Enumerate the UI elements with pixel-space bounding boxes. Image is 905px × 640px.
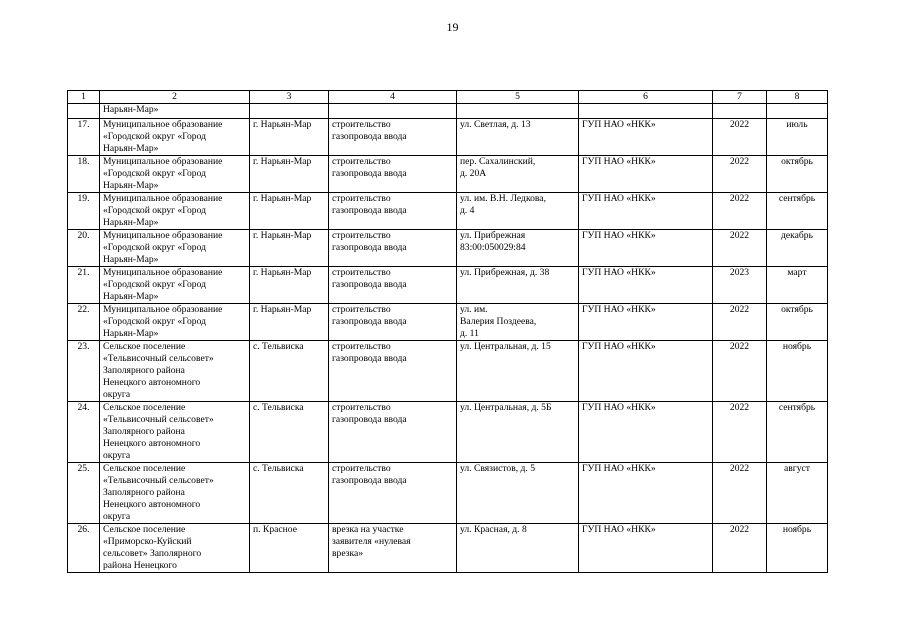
- settlement-cell: с. Тельвиска: [250, 341, 329, 402]
- table-row: [68, 402, 828, 463]
- month-cell: март: [767, 267, 828, 304]
- header-cell: 6: [579, 91, 713, 104]
- year-cell: 2022: [713, 193, 767, 230]
- row-number-cell: 19.: [68, 193, 100, 230]
- month-cell: [767, 104, 828, 119]
- month-cell: август: [767, 463, 828, 524]
- address-cell: ул. им. Валерия Поздеева, д. 11: [457, 304, 579, 341]
- header-cell: 3: [250, 91, 329, 104]
- municipality-cell: Муниципальное образование «Городской округ «Город Нарьян-Мар»: [100, 267, 250, 304]
- header-cell: 1: [68, 91, 100, 104]
- contractor-cell: ГУП НАО «НКК»: [579, 119, 713, 156]
- header-cell: 7: [713, 91, 767, 104]
- month-cell: сентябрь: [767, 402, 828, 463]
- header-cell: 2: [100, 91, 250, 104]
- settlement-cell: г. Нарьян-Мар: [250, 230, 329, 267]
- header-cell: 4: [329, 91, 457, 104]
- year-cell: 2022: [713, 304, 767, 341]
- work-type-cell: строительство газопровода ввода: [329, 402, 457, 463]
- work-type-cell: строительство газопровода ввода: [329, 304, 457, 341]
- work-type-cell: строительство газопровода ввода: [329, 341, 457, 402]
- year-cell: 2022: [713, 156, 767, 193]
- address-cell: ул. Центральная, д. 5Б: [457, 402, 579, 463]
- settlement-cell: с. Тельвиска: [250, 402, 329, 463]
- year-cell: 2022: [713, 463, 767, 524]
- month-cell: сентябрь: [767, 193, 828, 230]
- table-row: [68, 193, 828, 230]
- work-type-cell: строительство газопровода ввода: [329, 156, 457, 193]
- year-cell: 2023: [713, 267, 767, 304]
- year-cell: 2022: [713, 230, 767, 267]
- table-row: [68, 156, 828, 193]
- year-cell: 2022: [713, 402, 767, 463]
- page-number: 19: [446, 20, 459, 34]
- month-cell: июль: [767, 119, 828, 156]
- year-cell: [713, 104, 767, 119]
- header-row: [68, 91, 828, 104]
- settlement-cell: г. Нарьян-Мар: [250, 267, 329, 304]
- data-table: [67, 90, 828, 573]
- table-row: [68, 119, 828, 156]
- settlement-cell: г. Нарьян-Мар: [250, 119, 329, 156]
- table-row: [68, 463, 828, 524]
- header-cell: 5: [457, 91, 579, 104]
- continuation-row: [68, 104, 828, 119]
- municipality-cell: Муниципальное образование «Городской округ «Город Нарьян-Мар»: [100, 156, 250, 193]
- address-cell: ул. Светлая, д. 13: [457, 119, 579, 156]
- contractor-cell: ГУП НАО «НКК»: [579, 193, 713, 230]
- address-cell: ул. Прибрежная 83:00:050029:84: [457, 230, 579, 267]
- work-type-cell: строительство газопровода ввода: [329, 463, 457, 524]
- header-cell: 8: [767, 91, 828, 104]
- address-cell: ул. Связистов, д. 5: [457, 463, 579, 524]
- row-number-cell: 22.: [68, 304, 100, 341]
- month-cell: октябрь: [767, 304, 828, 341]
- municipality-cell: Сельское поселение «Тельвисочный сельсовет» Заполярного района Ненецкого автономного округа: [100, 402, 250, 463]
- municipality-cell: Сельское поселение «Тельвисочный сельсовет» Заполярного района Ненецкого автономного округа: [100, 463, 250, 524]
- table-row: [68, 304, 828, 341]
- address-cell: ул. им. В.Н. Ледкова, д. 4: [457, 193, 579, 230]
- municipality-cell: Сельское поселение «Приморско-Куйский сельсовет» Заполярного района Ненецкого: [100, 524, 250, 573]
- contractor-cell: ГУП НАО «НКК»: [579, 463, 713, 524]
- municipality-cell: Муниципальное образование «Городской округ «Город Нарьян-Мар»: [100, 119, 250, 156]
- municipality-cell: Муниципальное образование «Городской округ «Город Нарьян-Мар»: [100, 193, 250, 230]
- row-number-cell: 21.: [68, 267, 100, 304]
- row-number-cell: 25.: [68, 463, 100, 524]
- municipality-cell: Муниципальное образование «Городской округ «Город Нарьян-Мар»: [100, 230, 250, 267]
- address-cell: ул. Прибрежная, д. 38: [457, 267, 579, 304]
- settlement-cell: с. Тельвиска: [250, 463, 329, 524]
- contractor-cell: [579, 104, 713, 119]
- row-number-cell: 18.: [68, 156, 100, 193]
- municipality-cell: Нарьян-Мар»: [100, 104, 250, 119]
- address-cell: ул. Красная, д. 8: [457, 524, 579, 573]
- month-cell: декабрь: [767, 230, 828, 267]
- year-cell: 2022: [713, 119, 767, 156]
- row-number-cell: 26.: [68, 524, 100, 573]
- work-type-cell: строительство газопровода ввода: [329, 267, 457, 304]
- contractor-cell: ГУП НАО «НКК»: [579, 402, 713, 463]
- settlement-cell: г. Нарьян-Мар: [250, 156, 329, 193]
- row-number-cell: 17.: [68, 119, 100, 156]
- settlement-cell: п. Красное: [250, 524, 329, 573]
- address-cell: [457, 104, 579, 119]
- contractor-cell: ГУП НАО «НКК»: [579, 156, 713, 193]
- address-cell: пер. Сахалинский, д. 20А: [457, 156, 579, 193]
- row-number-cell: 24.: [68, 402, 100, 463]
- work-type-cell: врезка на участке заявителя «нулевая врезка»: [329, 524, 457, 573]
- work-type-cell: [329, 104, 457, 119]
- contractor-cell: ГУП НАО «НКК»: [579, 230, 713, 267]
- table-row: [68, 267, 828, 304]
- municipality-cell: Муниципальное образование «Городской округ «Город Нарьян-Мар»: [100, 304, 250, 341]
- settlement-cell: г. Нарьян-Мар: [250, 193, 329, 230]
- municipality-cell: Сельское поселение «Тельвисочный сельсовет» Заполярного района Ненецкого автономного округа: [100, 341, 250, 402]
- contractor-cell: ГУП НАО «НКК»: [579, 267, 713, 304]
- settlement-cell: [250, 104, 329, 119]
- table-row: [68, 341, 828, 402]
- row-number-cell: [68, 104, 100, 119]
- work-type-cell: строительство газопровода ввода: [329, 119, 457, 156]
- row-number-cell: 20.: [68, 230, 100, 267]
- work-type-cell: строительство газопровода ввода: [329, 193, 457, 230]
- contractor-cell: ГУП НАО «НКК»: [579, 304, 713, 341]
- year-cell: 2022: [713, 341, 767, 402]
- year-cell: 2022: [713, 524, 767, 573]
- month-cell: октябрь: [767, 156, 828, 193]
- contractor-cell: ГУП НАО «НКК»: [579, 524, 713, 573]
- month-cell: ноябрь: [767, 341, 828, 402]
- row-number-cell: 23.: [68, 341, 100, 402]
- address-cell: ул. Центральная, д. 15: [457, 341, 579, 402]
- contractor-cell: ГУП НАО «НКК»: [579, 341, 713, 402]
- table-row: [68, 524, 828, 573]
- table-body: [68, 91, 828, 573]
- settlement-cell: г. Нарьян-Мар: [250, 304, 329, 341]
- month-cell: ноябрь: [767, 524, 828, 573]
- table-row: [68, 230, 828, 267]
- work-type-cell: строительство газопровода ввода: [329, 230, 457, 267]
